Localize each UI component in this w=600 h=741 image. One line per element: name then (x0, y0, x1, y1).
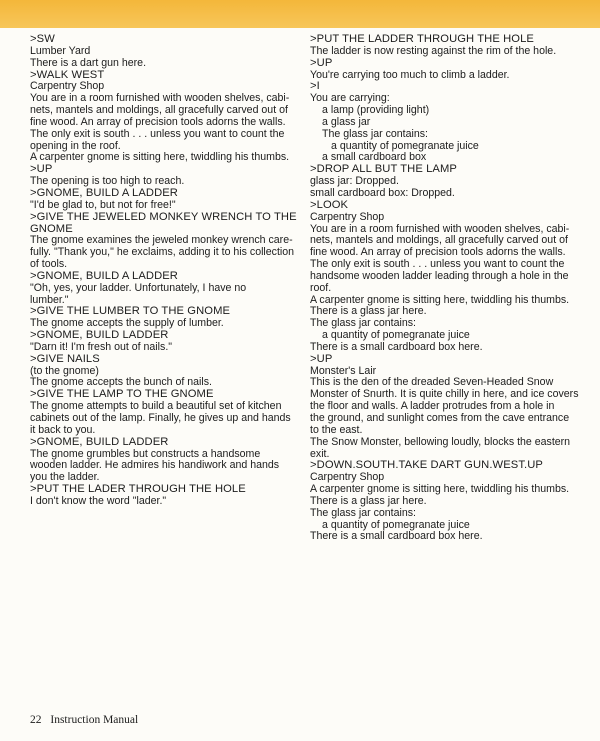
command-line: >UP (310, 56, 333, 69)
command-line: >DROP ALL BUT THE LAMP (310, 163, 457, 176)
transcript-line: The Snow Monster, bellowing loudly, blocks the eastern (310, 435, 571, 448)
transcript-line: you the ladder. (30, 471, 100, 484)
transcript-line: You're carrying too much to climb a ladder. (310, 68, 510, 81)
transcript-line: A carpenter gnome is sitting here, twiddling his thumbs. (310, 293, 570, 306)
transcript-line: "Darn it! I'm fresh out of nails." (30, 340, 173, 353)
transcript-line: The gnome attempts to build a beautiful set of kitchen (30, 400, 282, 413)
command-line: >DOWN.SOUTH.TAKE DART GUN.WEST.UP (310, 459, 543, 472)
transcript-line: glass jar: Dropped. (310, 175, 399, 188)
command-line: >WALK WEST (30, 68, 105, 81)
transcript-line: There is a dart gun here. (30, 56, 147, 69)
transcript-line: A carpenter gnome is sitting here, twiddling his thumbs. (30, 151, 290, 164)
transcript-line: The only exit is south . . . unless you want to count the (30, 127, 285, 140)
command-line: >UP (30, 163, 53, 176)
transcript-line: There is a glass jar here. (310, 494, 427, 507)
transcript-line: nets, mantels and moldings, all gracefully carved out of (310, 234, 568, 247)
command-line: >I (310, 80, 320, 93)
transcript-line: You are carrying: (310, 92, 390, 105)
command-line: >GNOME, BUILD A LADDER (30, 186, 178, 199)
transcript-line: I don't know the word "lader." (30, 494, 167, 507)
transcript-line: The gnome examines the jeweled monkey wrench care- (30, 234, 293, 247)
transcript-line: There is a glass jar here. (310, 305, 427, 318)
transcript-line: Monster's Lair (310, 364, 377, 377)
transcript-line: fully. "Thank you," he exclaims, adding it to his collection (30, 246, 295, 259)
transcript-line: There is a small cardboard box here. (310, 340, 483, 353)
command-line: >PUT THE LADER THROUGH THE HOLE (30, 483, 246, 496)
transcript-line: The gnome grumbles but constructs a handsome (30, 447, 261, 460)
transcript-line: The glass jar contains: (310, 317, 416, 330)
transcript-line: opening in the roof. (30, 139, 121, 152)
command-line: >GIVE THE JEWELED MONKEY WRENCH TO THE (30, 210, 297, 223)
transcript-line: The gnome accepts the bunch of nails. (30, 376, 212, 389)
transcript-line: The glass jar contains: (310, 506, 416, 519)
transcript-line: small cardboard box: Dropped. (310, 186, 455, 199)
transcript-line: cabinets out of the lamp. Finally, he gives up and hands (30, 412, 291, 424)
transcript-line: a quantity of pomegranate juice (331, 139, 479, 152)
transcript-line: There is a small cardboard box here. (310, 530, 483, 543)
transcript-line: You are in a room furnished with wooden shelves, cabi- (310, 222, 570, 235)
page-footer (30, 714, 138, 726)
transcript-line: (to the gnome) (30, 364, 99, 377)
transcript-line: nets, mantels and moldings, all gracefully carved out of (30, 104, 288, 117)
top-color-band (0, 0, 600, 28)
transcript-line: fine wood. An array of precision tools adorns the walls. (30, 115, 286, 128)
transcript-line: Monster of Snurth. It is quite chilly in here, and ice covers (310, 388, 579, 401)
transcript-line: The gnome accepts the supply of lumber. (30, 317, 224, 330)
transcript-line: a glass jar (322, 115, 371, 128)
transcript-line: You are in a room furnished with wooden shelves, cabi- (30, 92, 290, 105)
transcript-line: Carpentry Shop (310, 210, 385, 223)
transcript-line: exit. (310, 447, 330, 460)
transcript-line: a lamp (providing light) (322, 104, 430, 117)
command-line: >GNOME, BUILD LADDER (30, 435, 169, 448)
command-line: GNOME (30, 222, 73, 235)
right-column (310, 34, 582, 543)
manual-title: Instruction Manual (50, 714, 139, 726)
transcript-line: lumber." (30, 293, 69, 306)
command-line: >SW (30, 33, 55, 45)
command-line: >UP (310, 352, 333, 365)
transcript-line: a quantity of pomegranate juice (322, 329, 470, 342)
transcript-line: to the east. (310, 423, 363, 436)
transcript-line: The only exit is south . . . unless you want to count the (310, 258, 565, 271)
transcript-line: of tools. (30, 258, 68, 271)
transcript-line: it back to you. (30, 423, 96, 436)
command-line: >GNOME, BUILD LADDER (30, 329, 169, 342)
transcript-line: A carpenter gnome is sitting here, twiddling his thumbs. (310, 483, 570, 496)
transcript-line: "Oh, yes, your ladder. Unfortunately, I have no (30, 281, 247, 294)
command-line: >GIVE THE LUMBER TO THE GNOME (30, 305, 231, 318)
page-number: 22 (30, 714, 42, 726)
command-line: >PUT THE LADDER THROUGH THE HOLE (310, 33, 534, 45)
transcript-line: wooden ladder. He admires his handiwork and hands (30, 459, 280, 472)
transcript-line: fine wood. An array of precision tools adorns the walls. (310, 246, 566, 259)
command-line: >GNOME, BUILD A LADDER (30, 269, 178, 282)
command-line: >GIVE THE LAMP TO THE GNOME (30, 388, 214, 401)
transcript-line: the floor and walls. A ladder protrudes from a hole in (310, 400, 555, 413)
transcript-line: a small cardboard box (322, 151, 427, 164)
transcript-line: handsome wooden ladder leading through a hole in the (310, 269, 569, 282)
transcript-line: the ground, and sunlight comes from the cave entrance (310, 412, 570, 424)
left-column (30, 34, 300, 508)
transcript-line: a quantity of pomegranate juice (322, 518, 470, 531)
transcript-line: This is the den of the dreaded Seven-Headed Snow (310, 376, 554, 389)
transcript-line: The ladder is now resting against the rim of the hole. (310, 44, 557, 57)
command-line: >GIVE NAILS (30, 352, 100, 365)
transcript-line: Carpentry Shop (30, 80, 105, 93)
transcript-line: Carpentry Shop (310, 471, 385, 484)
transcript-line: Lumber Yard (30, 44, 91, 57)
command-line: >LOOK (310, 198, 349, 211)
transcript-line: "I'd be glad to, but not for free!" (30, 198, 176, 211)
transcript-line: The glass jar contains: (322, 127, 428, 140)
transcript-line: roof. (310, 281, 332, 294)
transcript-line: The opening is too high to reach. (30, 175, 185, 188)
